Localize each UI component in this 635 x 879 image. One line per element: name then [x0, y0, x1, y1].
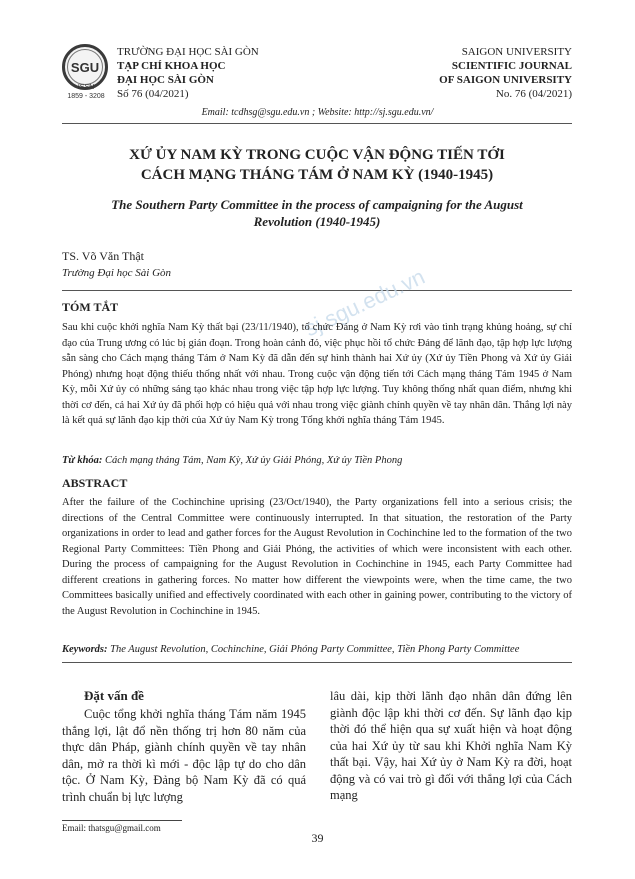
footnote-email: Email: thatsgu@gmail.com: [62, 823, 161, 833]
header-left: [117, 45, 259, 101]
abstract-bottom-divider: [62, 662, 572, 663]
keywords-en-text: The August Revolution, Cochinchine, Giải Phóng Party Committee, Tiền Phong Party Committee: [110, 644, 520, 655]
intro-column-right: lâu dài, kịp thời lãnh đạo nhân dân đứng lên giành độc lập khi thời cơ đến. Sự lãnh đạo kịp thời đó thể hiện qua sự xuất hiện và hoạt động của hai Xứ ủy từ sau khi Khởi nghĩa Nam Kỳ thất bại. Vậy, hai Xứ ủy ở Nam Kỳ ra đời, hoạt động và có vai trò gì đối với thắng lợi của Cách mạng: [330, 689, 572, 802]
keywords-en-label: Keywords:: [62, 644, 108, 655]
title-vietnamese: [62, 145, 572, 185]
watermark: sj.sgu.edu.vn: [300, 263, 429, 342]
page-number: 39: [311, 831, 324, 845]
keywords-vn-text: Cách mạng tháng Tám, Nam Kỳ, Xứ ủy Giải Phóng, Xứ ủy Tiền Phong: [105, 455, 403, 466]
abstract-vn-heading: TÓM TẮT: [62, 300, 119, 314]
keywords-en: [62, 642, 572, 657]
logo-text: SGU: [67, 49, 103, 85]
footnote-divider: [62, 820, 182, 821]
author-affiliation: Trường Đại học Sài Gòn: [62, 267, 172, 279]
title-vn-line-2: CÁCH MẠNG THÁNG TÁM Ở NAM KỲ (1940-1945): [140, 167, 494, 183]
abstract-en-heading: ABSTRACT: [62, 476, 128, 490]
title-en-line-2: Revolution (1940-1945): [253, 214, 381, 229]
issn-label: ISSN: [77, 84, 95, 91]
keywords-vn-label: Từ khóa:: [62, 455, 103, 466]
header-issue: Số 76 (04/2021): [117, 88, 189, 100]
keywords-vn: [62, 453, 572, 468]
abstract-vn-text: Sau khi cuộc khởi nghĩa Nam Kỳ thất bại (23/11/1940), tổ chức Đảng ở Nam Kỳ rơi vào tình trạng khủng hoảng, sự chỉ đạo của Trung ương có lúc bị gián đoạn. Trong hoàn cảnh đó, việc phục hồi tổ chức Đảng để lãnh đạo, tập hợp lực lượng sẵn sàng cho Cách mạng tháng Tám ở Nam Kỳ đã dẫn đến sự hình thành hai Xứ ủy (Xứ ủy Tiền Phong và Xứ ủy Giải Phóng) nhưng hoạt động thiếu thống nhất với nhau. Trong cuộc vận động tiến tới Cách mạng tháng Tám 1945 ở Nam Kỳ, mỗi Xứ ủy có những sáng tạo khác nhau trong việc tập hợp lực lượng. Tuy không thống nhất quan điểm, nhưng khi thời cơ đến, cả hai Xứ ủy đã phối hợp có hiệu quả với nhau trong việc giành chính quyền về tay nhân dân. Thắng lợi này là kết quả sự lãnh đạo kịp thời của Xứ ủy Nam Kỳ trong Tổng khởi nghĩa tháng Tám 1945.: [62, 322, 572, 426]
title-vn-line-1: XỨ ỦY NAM KỲ TRONG CUỘC VẬN ĐỘNG TIẾN TỚI: [129, 147, 505, 163]
abstract-en-text: After the failure of the Cochinchine uprising (23/Oct/1940), the Party organizations fell into a serious crisis; the directions of the Central Committee were continuously interrupted. In that situation, the restoration of the Party organizations in order to lead and gather forces for the August Revolution in Cochinchine led to the formation of the two Regional Party Committees: Tiền Phong and Giải Phóng, the activities of which were inconsistent with each other. During the process of campaigning for the August Revolution in Cochinchine in 1945, each Party Committee had different creations in gathering forces. No matter how different the viewpoints were, when the time came, the two Committees basically unified and effectively coordinated with each other in gaining power, contributing to the victory of the August Revolution in Cochinchine in 1945.: [62, 497, 572, 617]
header-journal: TẠP CHÍ KHOA HỌC: [117, 60, 226, 72]
contact-line: Email: tcdhsg@sgu.edu.vn ; Website: http://sj.sgu.edu.vn/: [201, 107, 434, 118]
title-english: [62, 196, 572, 230]
intro-heading: Đặt vấn đề: [84, 688, 144, 703]
header-journal-en: SCIENTIFIC JOURNAL: [451, 60, 572, 72]
header-issue-en: No. 76 (04/2021): [495, 88, 572, 100]
header-university: TRƯỜNG ĐẠI HỌC SÀI GÒN: [117, 46, 259, 58]
title-en-line-1: The Southern Party Committee in the process of campaigning for the August: [111, 197, 523, 212]
abstract-top-divider: [62, 290, 572, 291]
header-divider: [62, 123, 572, 124]
issn-code: 1859 - 3208: [67, 93, 105, 100]
header-journal-sub: ĐẠI HỌC SÀI GÒN: [117, 74, 214, 86]
header-right: [439, 45, 572, 101]
author-name: TS. Võ Văn Thật: [62, 249, 145, 263]
header-university-en: SAIGON UNIVERSITY: [461, 46, 572, 58]
header-journal-en-sub: OF SAIGON UNIVERSITY: [439, 74, 572, 86]
intro-column-left: Cuộc tổng khởi nghĩa tháng Tám năm 1945 thắng lợi, lật đổ nền thống trị hơn 80 năm của thực dân Pháp, giành chính quyền về tay nhân dân, mở ra thời kì mới - độc lập tự do cho dân tộc. Ở Nam Kỳ, Đảng bộ Nam Kỳ đã có quá trình chuẩn bị lực lượng: [62, 707, 306, 804]
